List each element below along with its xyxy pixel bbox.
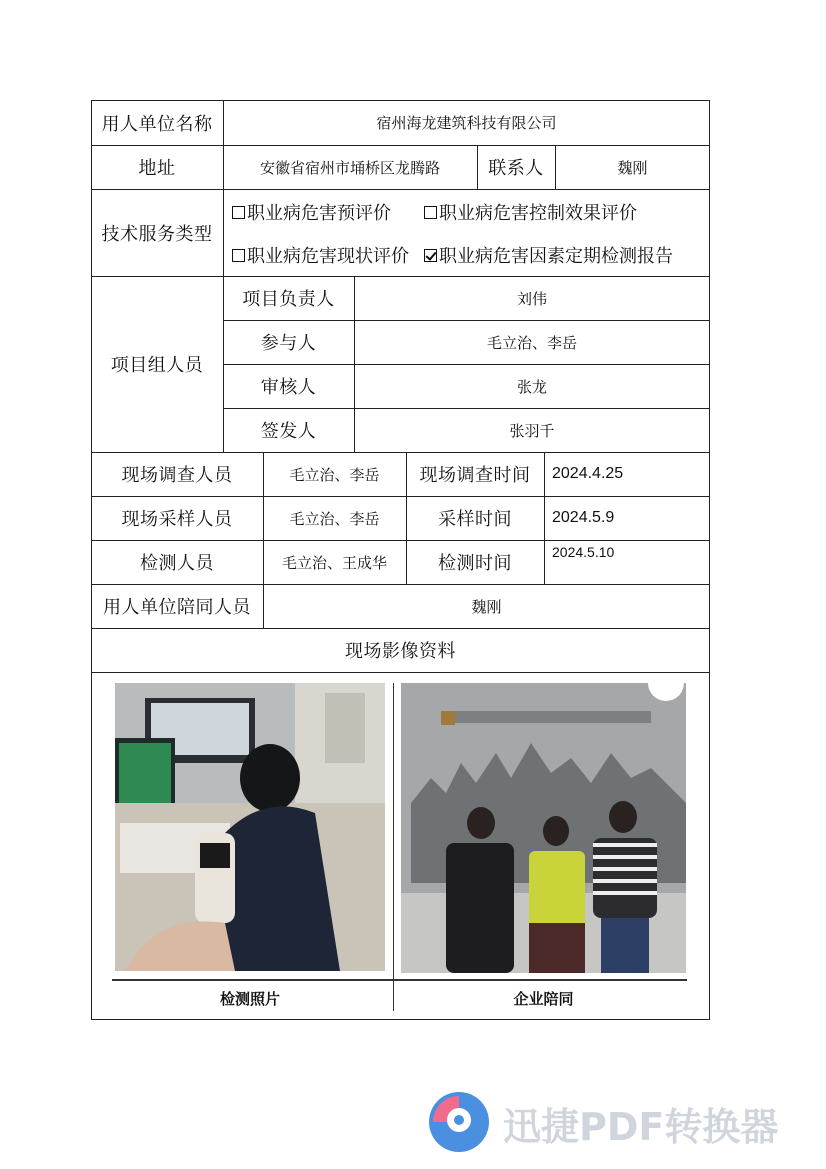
employer-value: 宿州海龙建筑科技有限公司 [376, 114, 557, 132]
service-option-periodic-test[interactable]: 职业病危害因素定期检测报告 [424, 243, 673, 267]
testing-time-label: 检测时间 [438, 553, 512, 574]
team-name-reviewer: 张龙 [516, 377, 547, 396]
team-label: 项目组人员 [110, 355, 204, 376]
app-logo-icon [427, 1090, 491, 1154]
team-name-participant: 毛立治、李岳 [486, 333, 577, 352]
testing-photo [115, 683, 385, 971]
service-option-pre-evaluation[interactable]: 职业病危害预评价 [232, 200, 391, 224]
escort-photo [401, 683, 686, 973]
checked-checkbox-icon[interactable] [424, 249, 437, 262]
employer-label: 用人单位名称 [101, 113, 213, 135]
contact-value: 魏刚 [617, 158, 648, 177]
checkbox-icon[interactable] [424, 206, 437, 219]
address-value: 安徽省宿州市埇桥区龙腾路 [259, 158, 440, 177]
image-section-title: 现场影像资料 [345, 641, 456, 662]
service-option-status-evaluation[interactable]: 职业病危害现状评价 [232, 243, 409, 267]
survey-value: 毛立治、李岳 [289, 465, 380, 484]
checkbox-icon[interactable] [232, 206, 245, 219]
testing-time: 2024.5.10 [552, 544, 615, 560]
sampling-time: 2024.5.9 [552, 509, 615, 526]
sampling-value: 毛立治、李岳 [289, 509, 380, 528]
contact-label: 联系人 [488, 158, 544, 179]
survey-time-label: 现场调查时间 [419, 465, 531, 486]
team-role-reviewer: 审核人 [260, 377, 317, 398]
survey-label: 现场调查人员 [121, 465, 233, 486]
team-name-issuer: 张羽千 [509, 421, 555, 440]
survey-time: 2024.4.25 [552, 465, 624, 482]
team-role-issuer: 签发人 [260, 421, 317, 442]
service-option-control-effect[interactable]: 职业病危害控制效果评价 [424, 200, 637, 224]
checkbox-icon[interactable] [232, 249, 245, 262]
team-role-lead: 项目负责人 [242, 289, 335, 310]
testing-label: 检测人员 [140, 553, 214, 574]
sampling-label: 现场采样人员 [121, 509, 233, 530]
escort-label: 用人单位陪同人员 [103, 597, 251, 618]
watermark-text: 迅捷PDF转换器 [503, 1105, 779, 1149]
escort-photo-caption: 企业陪同 [513, 990, 574, 1008]
address-label: 地址 [138, 158, 176, 179]
service-type-label: 技术服务类型 [101, 223, 213, 245]
testing-value: 毛立治、王成华 [281, 553, 387, 572]
team-name-lead: 刘伟 [516, 289, 547, 308]
team-role-participant: 参与人 [260, 333, 317, 354]
sampling-time-label: 采样时间 [438, 509, 512, 530]
escort-value: 魏刚 [471, 597, 502, 616]
testing-photo-caption: 检测照片 [219, 990, 280, 1008]
